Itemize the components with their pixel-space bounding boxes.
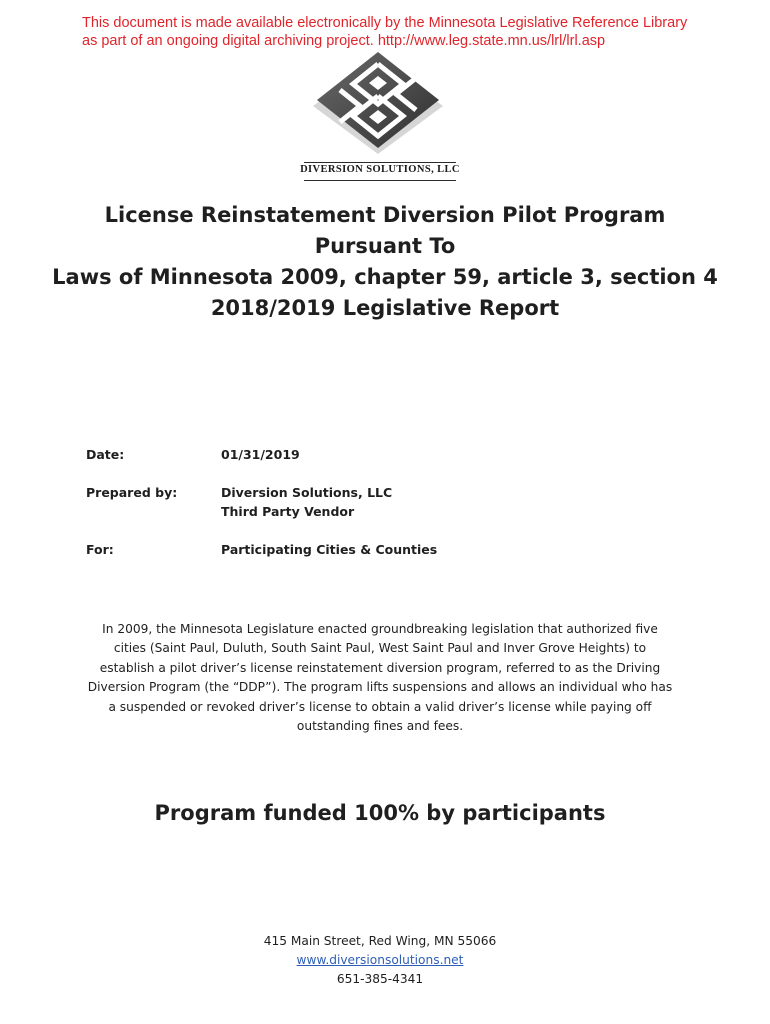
intro-line-1: In 2009, the Minnesota Legislature enacted groundbreaking legislation that authorized five	[102, 622, 658, 636]
funding-statement: Program funded 100% by participants	[154, 801, 606, 825]
company-name: DIVERSION SOLUTIONS, LLC	[300, 164, 460, 175]
prepared-by-role: Third Party Vendor	[221, 504, 355, 519]
prepared-by-company: Diversion Solutions, LLC	[221, 485, 393, 500]
company-logo-icon	[303, 50, 453, 156]
contact-address: 415 Main Street, Red Wing, MN 55066	[263, 934, 497, 948]
archive-notice-line-2: as part of an ongoing digital archiving project. http://www.leg.state.mn.us/lrl/lrl.asp	[82, 33, 606, 49]
website-link[interactable]: www.diversionsolutions.net	[296, 953, 464, 967]
title-line-2: Pursuant To	[314, 234, 456, 258]
date-value: 01/31/2019	[221, 447, 300, 462]
report-title	[40, 200, 730, 324]
archive-notice-line-1: This document is made available electronically by the Minnesota Legislative Reference Library	[82, 15, 688, 31]
intro-line-4: Diversion Program (the “DDP”). The program lifts suspensions and allows an individual who has	[87, 680, 673, 695]
prepared-by-label: Prepared by:	[86, 485, 178, 500]
intro-line-5: a suspended or revoked driver’s license to obtain a valid driver’s license while paying off	[108, 699, 652, 714]
for-label: For:	[86, 542, 114, 557]
logo-divider-top	[304, 162, 456, 163]
title-line-4: 2018/2019 Legislative Report	[210, 296, 560, 320]
contact-phone: 651-385-4341	[336, 972, 424, 986]
intro-line-3: establish a pilot driver’s license reinstatement diversion program, referred to as the Driving	[99, 660, 661, 675]
title-line-3: Laws of Minnesota 2009, chapter 59, article 3, section 4	[52, 265, 718, 289]
intro-line-2: cities (Saint Paul, Duluth, South Saint Paul, West Saint Paul and Inver Grove Heights) to	[113, 641, 647, 656]
contact-block	[180, 932, 580, 989]
intro-line-6: outstanding fines and fees.	[296, 719, 464, 734]
intro-paragraph	[80, 620, 680, 736]
archive-notice	[82, 14, 722, 50]
date-label: Date:	[86, 447, 125, 462]
for-value: Participating Cities & Counties	[221, 542, 438, 557]
logo-divider-bottom	[304, 180, 456, 181]
title-line-1: License Reinstatement Diversion Pilot Program	[104, 203, 666, 227]
